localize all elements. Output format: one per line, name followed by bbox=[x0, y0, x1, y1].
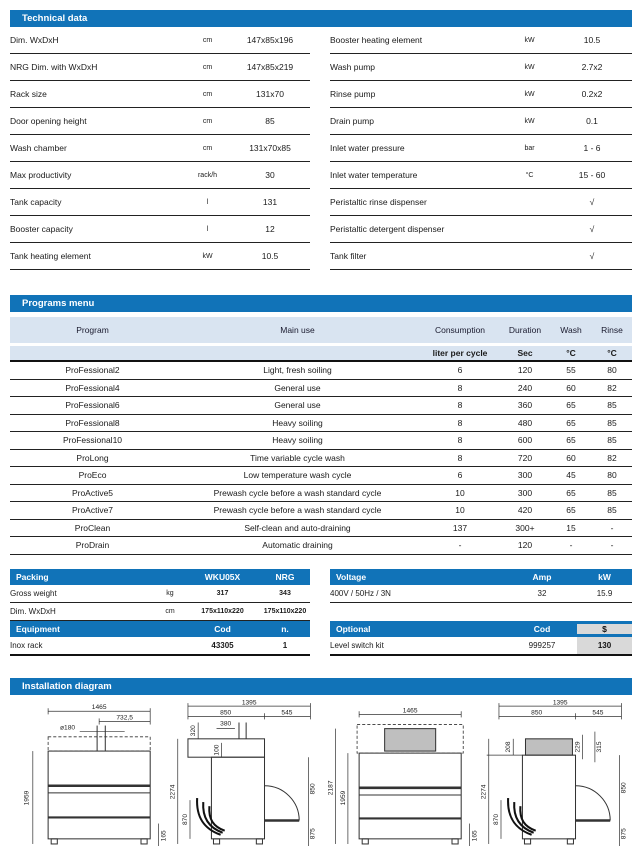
program-consumption: 8 bbox=[457, 417, 463, 428]
program-main-use: Self-clean and auto-draining bbox=[244, 522, 351, 533]
equipment-qty: 1 bbox=[282, 640, 288, 650]
program-name: ProActive5 bbox=[71, 487, 114, 498]
technical-data-header bbox=[10, 10, 632, 27]
spec-unit: cm bbox=[202, 117, 213, 125]
technical-table-left bbox=[10, 27, 310, 270]
program-rinse-temp: 85 bbox=[607, 487, 617, 498]
spec-value: 131x70 bbox=[256, 89, 284, 99]
spec-unit: cm bbox=[202, 90, 213, 98]
table-row bbox=[330, 162, 632, 189]
program-name: ProFessional8 bbox=[65, 417, 120, 428]
program-name: ProFessional10 bbox=[62, 435, 123, 446]
table-row bbox=[330, 189, 632, 216]
voltage-amp: 32 bbox=[537, 588, 547, 598]
equipment-cod: 43305 bbox=[211, 640, 234, 650]
packing-label: Gross weight bbox=[10, 588, 57, 598]
program-main-use: Automatic draining bbox=[262, 540, 333, 551]
installation-diagrams bbox=[10, 698, 632, 846]
program-consumption: 10 bbox=[455, 505, 465, 516]
dim-label: 315 bbox=[596, 740, 604, 753]
program-row bbox=[10, 537, 632, 555]
spec-unit: kW bbox=[524, 36, 535, 44]
spec-value: 147x85x196 bbox=[246, 35, 294, 45]
program-consumption: 6 bbox=[457, 470, 463, 481]
table-row bbox=[10, 54, 310, 81]
spec-label: Inlet water temperature bbox=[330, 170, 418, 180]
program-main-use: General use bbox=[274, 400, 321, 411]
programs-table-body bbox=[10, 362, 632, 555]
spec-label: Door opening height bbox=[10, 116, 87, 126]
program-rinse-temp: - bbox=[610, 540, 614, 551]
program-consumption: 8 bbox=[457, 435, 463, 446]
dim-label: 1465 bbox=[91, 703, 107, 711]
program-row bbox=[10, 485, 632, 503]
col-rinse: Rinse bbox=[601, 325, 623, 335]
dim-label: ø180 bbox=[59, 724, 76, 732]
dim-label: 1959 bbox=[23, 790, 31, 805]
dim-label: 2274 bbox=[169, 784, 177, 799]
voltage-col-amp: Amp bbox=[532, 571, 552, 582]
optional-title: Optional bbox=[336, 623, 371, 634]
program-main-use: General use bbox=[274, 382, 321, 393]
optional-col-cod: Cod bbox=[533, 623, 551, 634]
program-duration: 120 bbox=[517, 365, 533, 376]
packing-value-model: 317 bbox=[216, 589, 229, 597]
voltage-header bbox=[330, 569, 632, 585]
spec-value: √ bbox=[589, 197, 595, 207]
program-consumption: 10 bbox=[455, 487, 465, 498]
technical-table-right bbox=[330, 27, 632, 270]
packing-title: Packing bbox=[16, 571, 49, 582]
voltage-row bbox=[330, 585, 632, 603]
spec-unit: kW bbox=[202, 252, 213, 260]
dim-label: 165 bbox=[160, 829, 168, 841]
voltage-kw: 15.9 bbox=[596, 588, 613, 598]
program-rinse-temp: 82 bbox=[607, 452, 617, 463]
dim-label: 850 bbox=[220, 708, 232, 716]
program-row bbox=[10, 415, 632, 433]
spec-unit: °C bbox=[525, 171, 534, 179]
col-main-use: Main use bbox=[280, 325, 315, 335]
voltage-label: 400V / 50Hz / 3N bbox=[330, 588, 391, 598]
spec-label: Booster capacity bbox=[10, 224, 73, 234]
table-row bbox=[330, 108, 632, 135]
program-name: ProEco bbox=[78, 470, 107, 481]
spec-unit: kW bbox=[524, 90, 535, 98]
optional-label: Level switch kit bbox=[330, 640, 384, 650]
dim-label: 165 bbox=[471, 829, 479, 841]
table-row bbox=[330, 135, 632, 162]
spec-value: 30 bbox=[265, 170, 275, 180]
dim-label: 850 bbox=[620, 781, 628, 793]
program-wash-temp: 65 bbox=[566, 505, 576, 516]
equipment-row bbox=[10, 637, 310, 656]
spec-value: 131x70x85 bbox=[249, 143, 291, 153]
optional-row bbox=[330, 637, 632, 656]
table-row bbox=[10, 81, 310, 108]
spec-value: 131 bbox=[262, 197, 278, 207]
spec-label: Booster heating element bbox=[330, 35, 423, 45]
program-rinse-temp: - bbox=[610, 522, 614, 533]
table-row bbox=[10, 108, 310, 135]
program-row bbox=[10, 467, 632, 485]
program-main-use: Time variable cycle wash bbox=[250, 452, 345, 463]
spec-label: Rack size bbox=[10, 89, 47, 99]
program-row bbox=[10, 520, 632, 538]
program-rinse-temp: 80 bbox=[607, 365, 617, 376]
program-consumption: 8 bbox=[457, 452, 463, 463]
program-duration: 600 bbox=[517, 435, 533, 446]
optional-cod: 999257 bbox=[528, 640, 556, 650]
spec-value: √ bbox=[589, 224, 595, 234]
program-wash-temp: 15 bbox=[566, 522, 576, 533]
spec-unit: cm bbox=[202, 144, 213, 152]
spec-value: 147x85x219 bbox=[246, 62, 294, 72]
program-duration: 480 bbox=[517, 417, 533, 428]
program-row bbox=[10, 362, 632, 380]
table-row bbox=[330, 243, 632, 270]
dim-label: 2187 bbox=[327, 779, 335, 795]
packing-row bbox=[10, 585, 310, 603]
program-name: ProFessional4 bbox=[65, 382, 120, 393]
dim-label: 320 bbox=[190, 724, 198, 736]
dim-label: 545 bbox=[592, 708, 604, 716]
program-main-use: Low temperature wash cycle bbox=[243, 470, 352, 481]
program-wash-temp: 65 bbox=[566, 487, 576, 498]
packing-row bbox=[10, 603, 310, 621]
spec-label: Peristaltic rinse dispenser bbox=[330, 197, 427, 207]
packing-col-nrg: NRG bbox=[275, 571, 295, 582]
table-row bbox=[330, 27, 632, 54]
diagram-lines bbox=[336, 703, 622, 846]
program-row bbox=[10, 432, 632, 450]
dim-label: 1959 bbox=[339, 790, 347, 805]
program-duration: 720 bbox=[517, 452, 533, 463]
table-row bbox=[10, 135, 310, 162]
voltage-table-body bbox=[330, 585, 632, 603]
dim-label: 870 bbox=[181, 813, 189, 825]
program-row bbox=[10, 397, 632, 415]
packing-table-body bbox=[10, 585, 310, 621]
dim-label: 850 bbox=[531, 708, 543, 716]
program-duration: 360 bbox=[517, 400, 533, 411]
program-wash-temp: 65 bbox=[566, 400, 576, 411]
equipment-label: Inox rack bbox=[10, 640, 43, 650]
spec-label: Tank filter bbox=[330, 251, 367, 261]
voltage-title: Voltage bbox=[336, 571, 367, 582]
program-consumption: 8 bbox=[457, 400, 463, 411]
spec-value: 0.1 bbox=[586, 116, 598, 126]
unit-wash: °C bbox=[566, 348, 576, 358]
spacer bbox=[330, 603, 632, 621]
installation-diagram-header bbox=[10, 678, 632, 695]
unit-duration: Sec bbox=[517, 348, 533, 358]
programs-menu-header bbox=[10, 295, 632, 312]
table-row bbox=[10, 216, 310, 243]
program-rinse-temp: 85 bbox=[607, 400, 617, 411]
spec-label: Peristaltic detergent dispenser bbox=[330, 224, 445, 234]
program-main-use: Prewash cycle before a wash standard cycle bbox=[213, 505, 382, 516]
col-program: Program bbox=[76, 325, 109, 335]
program-name: ProLong bbox=[76, 452, 109, 463]
program-rinse-temp: 80 bbox=[607, 470, 617, 481]
dim-label: 1395 bbox=[241, 699, 257, 707]
spec-label: Tank heating element bbox=[10, 251, 91, 261]
spec-unit: l bbox=[206, 225, 209, 233]
equipment-header bbox=[10, 621, 310, 637]
optional-table-body bbox=[330, 637, 632, 656]
spec-label: Inlet water pressure bbox=[330, 143, 405, 153]
program-rinse-temp: 85 bbox=[607, 435, 617, 446]
unit-consumption: liter per cycle bbox=[432, 348, 488, 358]
program-consumption: 137 bbox=[452, 522, 468, 533]
spec-value: 1 - 6 bbox=[583, 143, 601, 153]
program-wash-temp: - bbox=[569, 540, 573, 551]
optional-price: 130 bbox=[577, 637, 632, 654]
program-consumption: 8 bbox=[457, 382, 463, 393]
program-wash-temp: 60 bbox=[566, 452, 576, 463]
spec-unit: cm bbox=[202, 63, 213, 71]
diagram-nrg-model bbox=[321, 698, 632, 846]
packing-value-nrg: 175x110x220 bbox=[263, 607, 307, 615]
left-column bbox=[10, 569, 310, 656]
spec-value: 10.5 bbox=[261, 251, 279, 261]
unit-rinse: °C bbox=[607, 348, 617, 358]
table-row bbox=[330, 216, 632, 243]
dim-label: 545 bbox=[281, 708, 293, 716]
program-name: ProFessional2 bbox=[65, 365, 120, 376]
spec-value: 10.5 bbox=[583, 35, 601, 45]
dim-label: 229 bbox=[574, 740, 582, 753]
equipment-title: Equipment bbox=[16, 623, 60, 634]
program-duration: 300+ bbox=[515, 522, 535, 533]
program-duration: 120 bbox=[517, 540, 533, 551]
spec-unit: cm bbox=[202, 36, 213, 44]
programs-menu-title: Programs menu bbox=[22, 298, 95, 309]
table-row bbox=[330, 54, 632, 81]
packing-label: Dim. WxDxH bbox=[10, 606, 56, 616]
program-main-use: Light, fresh soiling bbox=[263, 365, 332, 376]
program-row bbox=[10, 450, 632, 468]
spec-label: Max productivity bbox=[10, 170, 72, 180]
program-name: ProClean bbox=[74, 522, 111, 533]
program-duration: 300 bbox=[517, 470, 533, 481]
equipment-col-cod: Cod bbox=[214, 623, 231, 634]
program-wash-temp: 65 bbox=[566, 435, 576, 446]
spec-value: √ bbox=[589, 251, 595, 261]
spec-label: Wash pump bbox=[330, 62, 376, 72]
spec-value: 85 bbox=[265, 116, 275, 126]
optional-col-price: $ bbox=[577, 624, 632, 634]
table-row bbox=[330, 81, 632, 108]
spec-label: Dim. WxDxH bbox=[10, 35, 59, 45]
program-rinse-temp: 85 bbox=[607, 417, 617, 428]
dim-label: 875 bbox=[309, 827, 317, 839]
table-row bbox=[10, 189, 310, 216]
programs-unit-headers bbox=[10, 346, 632, 362]
col-consumption: Consumption bbox=[434, 325, 486, 335]
program-main-use: Heavy soiling bbox=[272, 417, 323, 428]
diagram-standard-model bbox=[10, 698, 321, 846]
col-wash: Wash bbox=[560, 325, 582, 335]
table-row bbox=[10, 243, 310, 270]
spec-value: 0.2x2 bbox=[581, 89, 603, 99]
spec-value: 12 bbox=[265, 224, 275, 234]
dim-label: 875 bbox=[620, 827, 628, 839]
program-rinse-temp: 82 bbox=[607, 382, 617, 393]
col-duration: Duration bbox=[508, 325, 542, 335]
technical-data-title: Technical data bbox=[22, 13, 88, 24]
packing-unit: cm bbox=[165, 607, 175, 615]
spec-unit: l bbox=[206, 198, 209, 206]
program-duration: 300 bbox=[517, 487, 533, 498]
program-rinse-temp: 85 bbox=[607, 505, 617, 516]
equipment-table-body bbox=[10, 637, 310, 656]
spec-value: 15 - 60 bbox=[578, 170, 606, 180]
dim-label: 732,5 bbox=[116, 713, 133, 721]
program-main-use: Prewash cycle before a wash standard cycle bbox=[213, 487, 382, 498]
packing-value-nrg: 343 bbox=[279, 589, 291, 597]
installation-diagram-title: Installation diagram bbox=[22, 680, 112, 692]
packing-value-model: 175x110x220 bbox=[201, 607, 244, 615]
dim-label: 2274 bbox=[480, 784, 488, 799]
program-duration: 240 bbox=[517, 382, 533, 393]
voltage-col-kw: kW bbox=[598, 571, 611, 582]
program-row bbox=[10, 502, 632, 520]
program-row bbox=[10, 380, 632, 398]
program-duration: 420 bbox=[517, 505, 533, 516]
program-wash-temp: 55 bbox=[566, 365, 576, 376]
programs-column-headers bbox=[10, 317, 632, 343]
technical-tables bbox=[10, 27, 632, 270]
packing-header bbox=[10, 569, 310, 585]
dim-label: 850 bbox=[309, 782, 317, 794]
spec-label: Wash chamber bbox=[10, 143, 67, 153]
program-name: ProFessional6 bbox=[65, 400, 120, 411]
program-wash-temp: 60 bbox=[566, 382, 576, 393]
program-wash-temp: 45 bbox=[566, 470, 576, 481]
dim-label: 870 bbox=[492, 813, 500, 825]
spec-unit: kW bbox=[524, 117, 535, 125]
dim-label: 1465 bbox=[402, 706, 418, 714]
dim-label: 100 bbox=[213, 744, 221, 756]
program-consumption: - bbox=[458, 540, 462, 551]
spec-value: 2.7x2 bbox=[581, 62, 603, 72]
spec-label: NRG Dim. with WxDxH bbox=[10, 62, 98, 72]
spec-label: Tank capacity bbox=[10, 197, 62, 207]
program-consumption: 6 bbox=[457, 365, 463, 376]
table-row bbox=[10, 27, 310, 54]
program-main-use: Heavy soiling bbox=[272, 435, 323, 446]
table-row bbox=[10, 162, 310, 189]
spec-unit: bar bbox=[524, 144, 535, 152]
program-name: ProDrain bbox=[75, 540, 110, 551]
packing-unit: kg bbox=[166, 589, 174, 597]
optional-header bbox=[330, 621, 632, 637]
packing-col-model: WKU05X bbox=[204, 571, 241, 582]
dim-label: 380 bbox=[220, 720, 232, 728]
dim-label: 208 bbox=[505, 740, 513, 753]
program-name: ProActive7 bbox=[71, 505, 114, 516]
dim-label: 1395 bbox=[552, 699, 568, 707]
right-column bbox=[330, 569, 632, 656]
equipment-col-n: n. bbox=[281, 623, 289, 634]
spec-unit: rack/h bbox=[197, 171, 218, 179]
program-wash-temp: 65 bbox=[566, 417, 576, 428]
spec-label: Rinse pump bbox=[330, 89, 376, 99]
bottom-tables bbox=[10, 569, 632, 656]
spec-unit: kW bbox=[524, 63, 535, 71]
spec-label: Drain pump bbox=[330, 116, 374, 126]
